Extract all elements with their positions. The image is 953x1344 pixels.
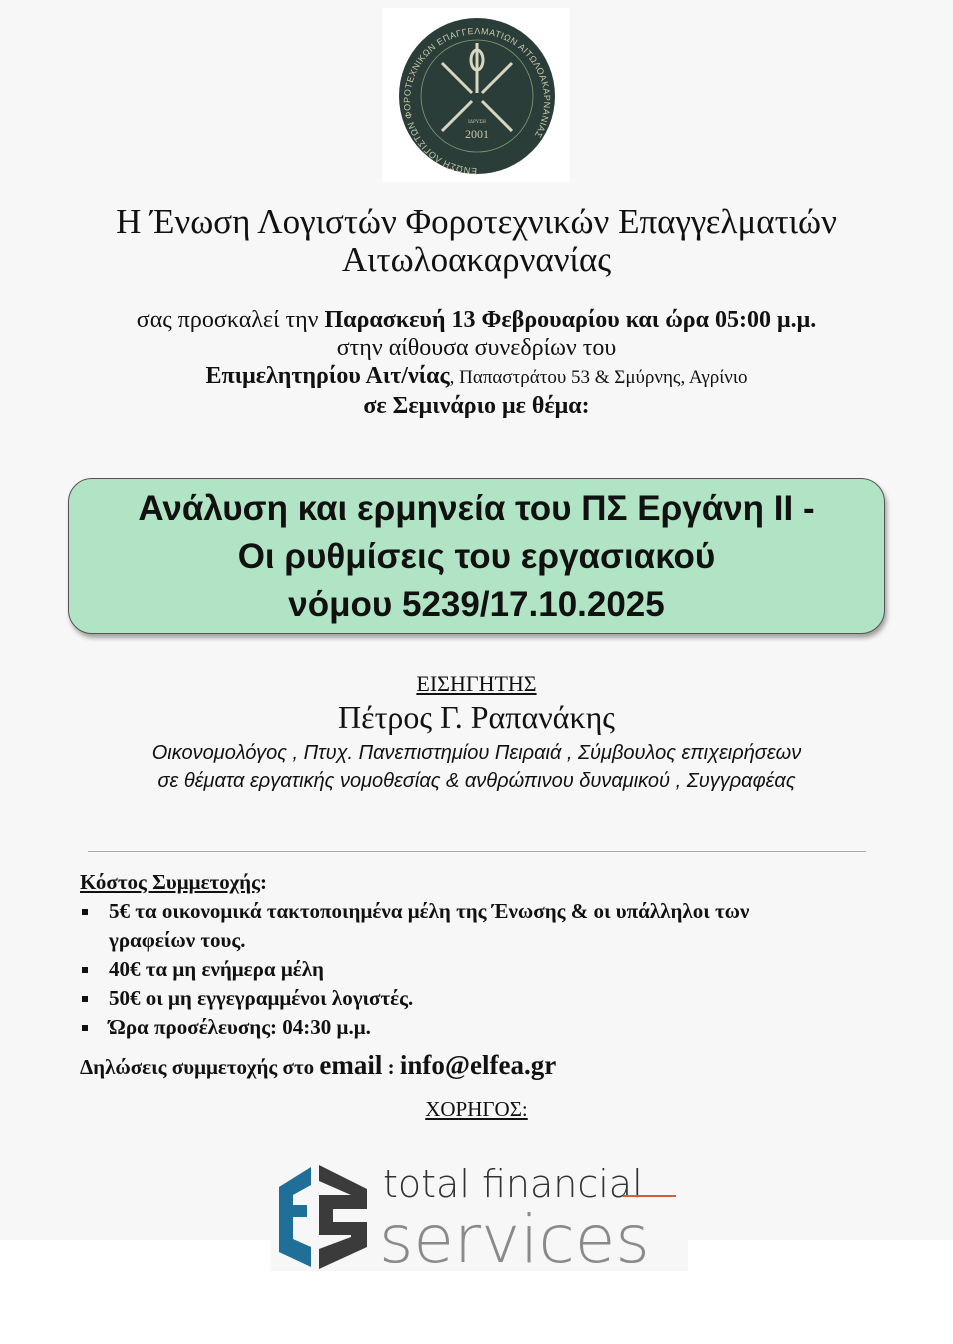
event-date: Παρασκευή 13 Φεβρουαρίου και ώρα 05:00 μ.μ. bbox=[324, 307, 817, 333]
ts-mark-left-icon bbox=[279, 1167, 311, 1267]
venue-name: Επιμελητηρίου Αιτ/νίας bbox=[205, 363, 450, 389]
email-label: email bbox=[319, 1050, 383, 1080]
invitation-details bbox=[0, 306, 953, 420]
sponsor-logo bbox=[271, 1147, 688, 1271]
speaker-name: Πέτρος Γ. Ραπανάκης bbox=[338, 699, 615, 735]
bio-line-2: σε θέματα εργατικής νομοθεσίας & ανθρώπινου δυναμικού , Συγγραφέας bbox=[157, 770, 796, 792]
seminar-prefix: σε bbox=[363, 393, 393, 419]
sponsor-label: ΧΟΡΗΓΟΣ: bbox=[425, 1097, 528, 1121]
organization-title bbox=[0, 203, 953, 279]
svg-text:total financial: total financial bbox=[383, 1162, 643, 1206]
seminar-label: Σεμινάριο με θέμα: bbox=[392, 393, 590, 419]
cost-item: 50€ οι μη εγγεγραμμένοι λογιστές. bbox=[80, 984, 809, 1013]
email-link[interactable]: info@elfea.gr bbox=[399, 1050, 557, 1080]
separator: : bbox=[382, 1055, 400, 1079]
union-logo bbox=[382, 8, 570, 182]
seminar-topic-box bbox=[68, 478, 885, 634]
svg-text:services: services bbox=[379, 1201, 650, 1271]
speaker-label: ΕΙΣΗΓΗΤΗΣ bbox=[416, 671, 537, 696]
venue-address: , Παπαστράτου 53 & Σμύρνης, Αγρίνιο bbox=[449, 367, 748, 388]
participation-cost: Κόστος Συμμετοχής: 5€ τα οικονομικά τακτοποιημένα μέλη της Ένωσης & οι υπάλληλοι των γραφείων τους. 40€ τα μη ενήμερα μέλη 50€ οι μη εγγεγραμμένοι λογιστές. Ώρα προσέλευσης: 04:30 μ.μ. bbox=[80, 868, 809, 1042]
speaker-bio bbox=[0, 739, 953, 795]
svg-text:2001: 2001 bbox=[465, 127, 489, 141]
title-line-1: Η Ένωση Λογιστών Φοροτεχνικών Επαγγελματιών bbox=[116, 202, 837, 241]
topic-line-3: νόμου 5239/17.10.2025 bbox=[288, 585, 665, 624]
svg-text:ΕΝΩΣΗ ΛΟΓΙΣΤΩΝ ΦΟΡΟΤΕΧΝΙΚΩΝ ΕΠ: ΕΝΩΣΗ ΛΟΓΙΣΤΩΝ ΦΟΡΟΤΕΧΝΙΚΩΝ ΕΠΑΓΓΕΛΜΑΤΙΩΝ ΑΙΤΩΛΟΑΚΑΡΝΑΝΙΑΣ bbox=[402, 25, 553, 177]
title-line-2: Αιτωλοακαρνανίας bbox=[341, 240, 612, 279]
venue-line: στην αίθουσα συνεδρίων του bbox=[336, 335, 617, 361]
svg-text:ΙΔΡΥΣΗ: ΙΔΡΥΣΗ bbox=[468, 120, 486, 125]
bio-line-1: Οικονομολόγος , Πτυχ. Πανεπιστημίου Πειραιά , Σύμβουλος επιχειρήσεων bbox=[151, 742, 802, 764]
registration-line bbox=[80, 1050, 556, 1081]
topic-line-1: Ανάλυση και ερμηνεία του ΠΣ Εργάνη ΙΙ - bbox=[138, 489, 815, 528]
registration-text: Δηλώσεις συμμετοχής στο bbox=[80, 1055, 320, 1079]
cost-heading: Κόστος Συμμετοχής bbox=[80, 870, 260, 894]
cost-item: Ώρα προσέλευσης: 04:30 μ.μ. bbox=[80, 1013, 809, 1042]
divider bbox=[88, 851, 866, 852]
ts-mark-right-icon bbox=[319, 1165, 367, 1269]
topic-line-2: Οι ρυθμίσεις του εργασιακού bbox=[237, 537, 716, 576]
cost-item: 40€ τα μη ενήμερα μέλη bbox=[80, 955, 809, 984]
invite-intro: σας προσκαλεί την bbox=[136, 307, 325, 333]
cost-item: 5€ τα οικονομικά τακτοποιημένα μέλη της Ένωσης & οι υπάλληλοι των γραφείων τους. bbox=[80, 897, 809, 955]
